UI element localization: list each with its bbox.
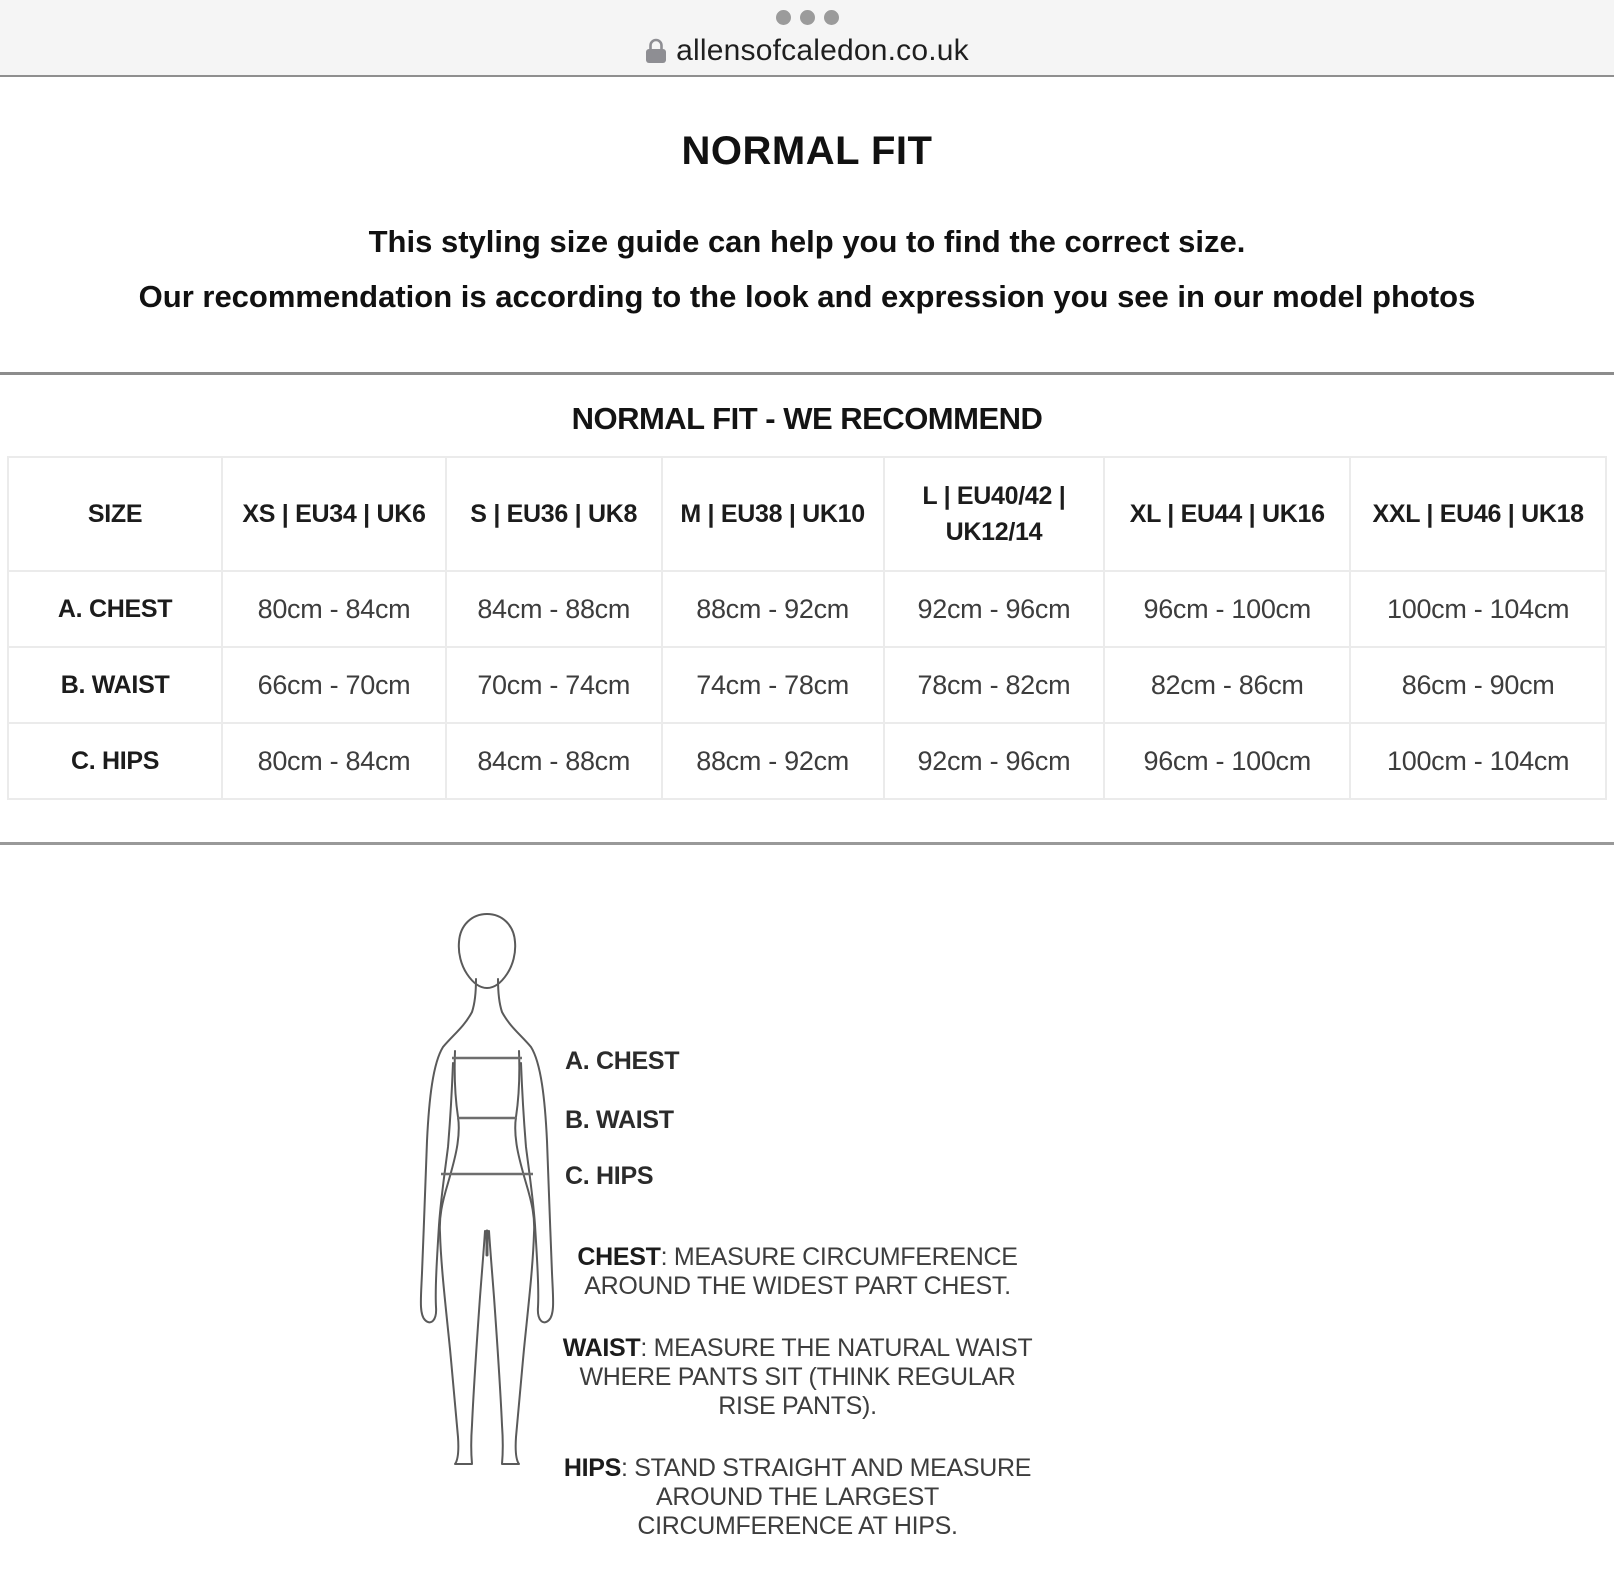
cell-waist-xl: 82cm - 86cm (1104, 647, 1350, 723)
cell-hips-xs: 80cm - 84cm (222, 723, 446, 799)
instruction-hips (560, 1454, 1035, 1541)
url-text: allensofcaledon.co.uk (676, 34, 969, 67)
diagram-label-chest: A. CHEST (565, 1047, 680, 1075)
divider-top (0, 372, 1614, 375)
column-header-l: L | EU40/42 | UK12/14 (884, 457, 1105, 571)
column-header-s: S | EU36 | UK8 (446, 457, 662, 571)
column-header-xs: XS | EU34 | UK6 (222, 457, 446, 571)
diagram-label-hips: C. HIPS (565, 1162, 654, 1190)
cell-waist-l: 78cm - 82cm (884, 647, 1105, 723)
instruction-chest-label: CHEST (577, 1243, 661, 1271)
instruction-waist-text: : MEASURE THE NATURAL WAIST WHERE PANTS SIT (THINK REGULAR RISE PANTS). (579, 1334, 1033, 1420)
instruction-hips-label: HIPS (563, 1454, 621, 1482)
column-header-xl: XL | EU44 | UK16 (1104, 457, 1350, 571)
cell-chest-l: 92cm - 96cm (884, 571, 1105, 647)
row-label-chest: A. CHEST (8, 571, 222, 647)
instruction-hips-text: : STAND STRAIGHT AND MEASURE AROUND THE LARGEST CIRCUMFERENCE AT HIPS. (620, 1454, 1032, 1540)
row-label-hips: C. HIPS (8, 723, 222, 799)
cell-chest-xl: 96cm - 100cm (1104, 571, 1350, 647)
instruction-chest (560, 1243, 1035, 1301)
cell-hips-xl: 96cm - 100cm (1104, 723, 1350, 799)
cell-chest-xs: 80cm - 84cm (222, 571, 446, 647)
cell-waist-m: 74cm - 78cm (662, 647, 884, 723)
cell-waist-s: 70cm - 74cm (446, 647, 662, 723)
cell-hips-m: 88cm - 92cm (662, 723, 884, 799)
column-header-m: M | EU38 | UK10 (662, 457, 884, 571)
table-row-chest (8, 571, 1606, 647)
cell-hips-s: 84cm - 88cm (446, 723, 662, 799)
instruction-waist-label: WAIST (562, 1334, 641, 1362)
more-menu-icon[interactable] (776, 10, 839, 25)
size-table (7, 456, 1607, 800)
page-title: NORMAL FIT (681, 129, 933, 173)
body-silhouette-icon (412, 911, 562, 1467)
diagram-label-waist: B. WAIST (565, 1106, 674, 1134)
measurement-instructions (560, 1243, 1035, 1574)
padlock-icon (645, 38, 667, 64)
cell-hips-l: 92cm - 96cm (884, 723, 1105, 799)
instruction-chest-text: : MEASURE CIRCUMFERENCE AROUND THE WIDEST PART CHEST. (584, 1243, 1018, 1300)
column-header-size: SIZE (8, 457, 222, 571)
section-heading: NORMAL FIT - WE RECOMMEND (571, 401, 1043, 436)
table-row-waist (8, 647, 1606, 723)
column-header-xxl: XXL | EU46 | UK18 (1350, 457, 1606, 571)
page-subtitle (40, 214, 1574, 324)
row-label-waist: B. WAIST (8, 647, 222, 723)
cell-chest-xxl: 100cm - 104cm (1350, 571, 1606, 647)
instruction-waist (560, 1334, 1035, 1421)
cell-waist-xs: 66cm - 70cm (222, 647, 446, 723)
browser-bar (0, 0, 1614, 77)
table-row-hips (8, 723, 1606, 799)
address-bar[interactable] (645, 34, 969, 68)
measurement-diagram (0, 845, 1614, 1540)
cell-waist-xxl: 86cm - 90cm (1350, 647, 1606, 723)
subtitle-line-2: Our recommendation is according to the look and expression you see in our model photos (138, 279, 1476, 314)
cell-chest-m: 88cm - 92cm (662, 571, 884, 647)
cell-hips-xxl: 100cm - 104cm (1350, 723, 1606, 799)
subtitle-line-1: This styling size guide can help you to find the correct size. (368, 224, 1246, 259)
cell-chest-s: 84cm - 88cm (446, 571, 662, 647)
table-header-row (8, 457, 1606, 571)
